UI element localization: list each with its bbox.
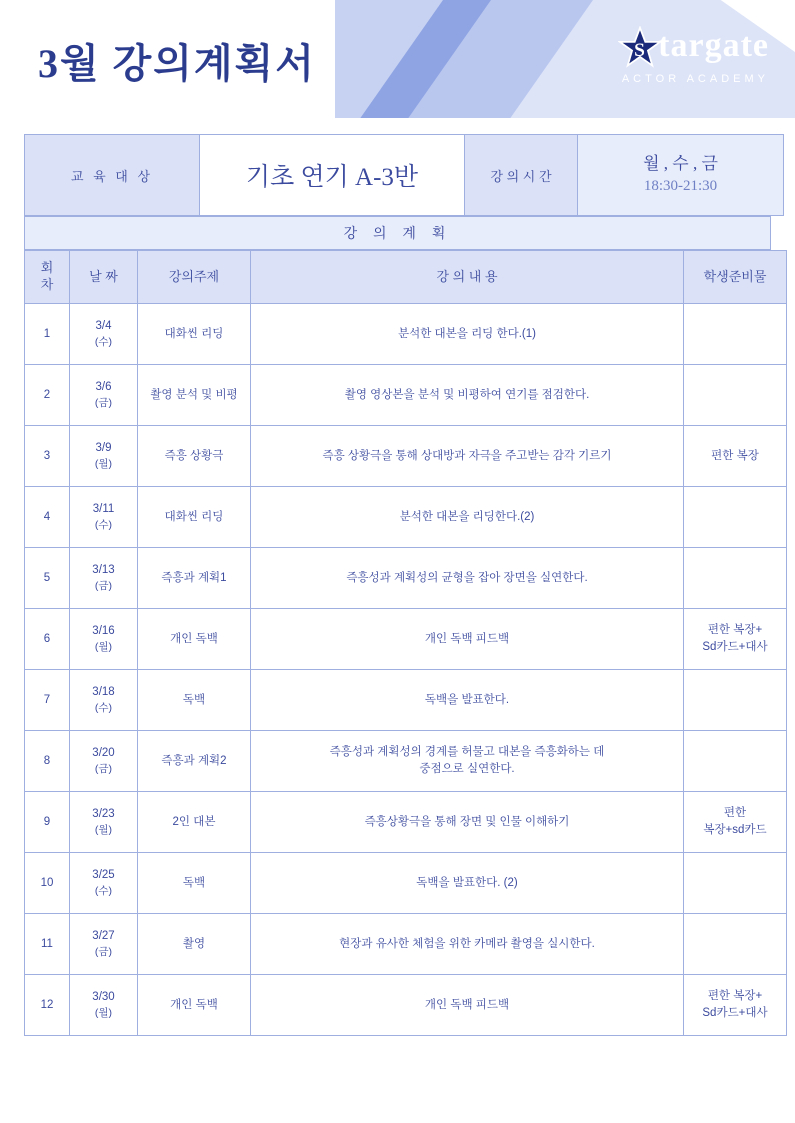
cell-date — [70, 304, 138, 365]
weekday-value: (수) — [94, 884, 113, 897]
date-value: 3/13 — [92, 564, 115, 577]
table-row — [25, 609, 787, 670]
table-row — [25, 365, 787, 426]
table-row — [25, 548, 787, 609]
date-value: 3/6 — [95, 381, 112, 394]
cell-topic: 촬영 분석 및 비평 — [138, 365, 251, 426]
cell-preparation — [684, 487, 787, 548]
weekday-value: (월) — [94, 457, 113, 470]
time-value — [578, 135, 784, 216]
cell-session-no: 1 — [25, 304, 70, 365]
page-title: 3월 강의계획서 — [38, 41, 316, 86]
cell-preparation — [684, 792, 787, 853]
table-row — [25, 426, 787, 487]
cell-session-no: 12 — [25, 975, 70, 1036]
weekday-value: (수) — [94, 518, 113, 531]
date-value: 3/18 — [92, 686, 115, 699]
description-line-1: 개인 독백 피드백 — [424, 998, 510, 1011]
plan-banner-label: 강 의 계 획 — [25, 217, 771, 250]
cell-date — [70, 365, 138, 426]
cell-session-no: 2 — [25, 365, 70, 426]
cell-session-no: 9 — [25, 792, 70, 853]
preparation-line-1: 편한 복장+ — [707, 990, 763, 1003]
column-header-no-line2: 차 — [40, 277, 54, 292]
cell-preparation — [684, 731, 787, 792]
weekday-value: (금) — [94, 579, 113, 592]
preparation-line-1: 편한 복장 — [711, 449, 759, 462]
cell-description — [251, 914, 684, 975]
cell-topic: 즉흥과 계획1 — [138, 548, 251, 609]
table-row — [25, 914, 787, 975]
cell-preparation — [684, 853, 787, 914]
weekday-value: (수) — [94, 335, 113, 348]
weekday-value: (금) — [94, 396, 113, 409]
table-row — [25, 731, 787, 792]
cell-description — [251, 792, 684, 853]
description-line-1: 분석한 대본을 리딩 한다.(1) — [398, 327, 536, 340]
cell-date — [70, 792, 138, 853]
cell-description — [251, 365, 684, 426]
cell-date — [70, 426, 138, 487]
time-days: 월 , 수 , 금 — [643, 153, 718, 173]
cell-description — [251, 548, 684, 609]
column-header-no — [25, 251, 70, 304]
cell-date — [70, 548, 138, 609]
description-line-1: 독백을 발표한다. — [424, 693, 510, 706]
cell-description — [251, 853, 684, 914]
weekday-value: (월) — [94, 823, 113, 836]
cell-session-no: 6 — [25, 609, 70, 670]
date-value: 3/23 — [92, 808, 115, 821]
description-line-1: 현장과 유사한 체험을 위한 카메라 촬영을 실시한다. — [339, 937, 595, 950]
cell-topic: 개인 독백 — [138, 975, 251, 1036]
description-line-1: 즉흥성과 계획성의 경계를 허물고 대본을 즉흥화하는 데 — [329, 746, 605, 759]
description-line-1: 촬영 영상본을 분석 및 비평하여 연기를 점검한다. — [344, 388, 590, 401]
star-icon — [618, 26, 662, 70]
cell-date — [70, 914, 138, 975]
preparation-line-2: 복장+sd카드 — [703, 824, 767, 836]
cell-topic: 독백 — [138, 853, 251, 914]
cell-session-no: 5 — [25, 548, 70, 609]
description-line-1: 즉흥성과 계획성의 균형을 잡아 장면을 실연한다. — [346, 571, 588, 584]
schedule-table — [24, 250, 787, 1036]
document-header — [0, 0, 795, 118]
date-value: 3/25 — [92, 869, 115, 882]
academy-logo — [519, 24, 769, 85]
schedule-table-body — [25, 304, 787, 1036]
course-info-row — [25, 135, 784, 216]
time-range: 18:30-21:30 — [643, 178, 718, 195]
cell-topic: 2인 대본 — [138, 792, 251, 853]
weekday-value: (금) — [94, 762, 113, 775]
class-name-value: 기초 연기 A-3반 — [200, 135, 465, 216]
cell-preparation — [684, 426, 787, 487]
cell-description — [251, 975, 684, 1036]
cell-topic: 즉흥 상황극 — [138, 426, 251, 487]
cell-date — [70, 670, 138, 731]
description-line-1: 즉흥 상황극을 통해 상대방과 자극을 주고받는 감각 기르기 — [322, 449, 612, 462]
cell-date — [70, 853, 138, 914]
table-row — [25, 792, 787, 853]
column-header-description: 강 의 내 용 — [251, 251, 684, 304]
description-line-2: 중점으로 실연한다. — [419, 763, 515, 775]
weekday-value: (수) — [94, 701, 113, 714]
cell-preparation — [684, 609, 787, 670]
preparation-line-2: Sd카드+대사 — [702, 641, 768, 653]
cell-preparation — [684, 548, 787, 609]
cell-topic: 촬영 — [138, 914, 251, 975]
cell-description — [251, 609, 684, 670]
date-value: 3/27 — [92, 930, 115, 943]
cell-session-no: 4 — [25, 487, 70, 548]
cell-date — [70, 731, 138, 792]
date-value: 3/11 — [92, 503, 115, 516]
column-header-topic: 강의주제 — [138, 251, 251, 304]
cell-topic: 독백 — [138, 670, 251, 731]
schedule-header-row — [25, 251, 787, 304]
cell-description — [251, 487, 684, 548]
cell-description — [251, 426, 684, 487]
description-line-1: 즉흥상황극을 통해 장면 및 인물 이해하기 — [364, 815, 570, 828]
cell-session-no: 11 — [25, 914, 70, 975]
cell-preparation — [684, 670, 787, 731]
date-value: 3/4 — [95, 320, 112, 333]
cell-session-no: 10 — [25, 853, 70, 914]
cell-session-no: 8 — [25, 731, 70, 792]
weekday-value: (금) — [94, 945, 113, 958]
column-header-preparation: 학생준비물 — [684, 251, 787, 304]
cell-topic: 즉흥과 계획2 — [138, 731, 251, 792]
cell-session-no: 3 — [25, 426, 70, 487]
weekday-value: (월) — [94, 640, 113, 653]
cell-topic: 대화씬 리딩 — [138, 304, 251, 365]
cell-description — [251, 670, 684, 731]
svg-text:S: S — [634, 39, 646, 61]
preparation-line-1: 편한 복장+ — [707, 624, 763, 637]
time-label: 강 의 시 간 — [465, 135, 578, 216]
description-line-1: 개인 독백 피드백 — [424, 632, 510, 645]
cell-session-no: 7 — [25, 670, 70, 731]
cell-date — [70, 609, 138, 670]
column-header-date: 날 짜 — [70, 251, 138, 304]
date-value: 3/20 — [92, 747, 115, 760]
cell-topic: 대화씬 리딩 — [138, 487, 251, 548]
date-value: 3/9 — [95, 442, 112, 455]
course-info-table — [24, 134, 784, 216]
plan-banner-row — [25, 217, 771, 250]
weekday-value: (월) — [94, 1006, 113, 1019]
cell-preparation — [684, 365, 787, 426]
syllabus-sheet — [24, 134, 771, 1036]
description-line-1: 독백을 발표한다. (2) — [416, 876, 518, 889]
plan-banner-table — [24, 216, 771, 250]
cell-description — [251, 304, 684, 365]
table-row — [25, 304, 787, 365]
column-header-no-line1: 회 — [40, 260, 54, 276]
logo-main-text: targate — [658, 27, 769, 64]
logo-wordmark — [519, 24, 769, 68]
table-row — [25, 670, 787, 731]
schedule-table-head — [25, 251, 787, 304]
cell-description — [251, 731, 684, 792]
cell-date — [70, 975, 138, 1036]
cell-preparation — [684, 304, 787, 365]
description-line-1: 분석한 대본을 리딩한다.(2) — [399, 510, 535, 523]
cell-topic: 개인 독백 — [138, 609, 251, 670]
table-row — [25, 487, 787, 548]
table-row — [25, 853, 787, 914]
date-value: 3/16 — [92, 625, 115, 638]
cell-date — [70, 487, 138, 548]
preparation-line-2: Sd카드+대사 — [702, 1007, 768, 1019]
table-row — [25, 975, 787, 1036]
cell-preparation — [684, 975, 787, 1036]
cell-preparation — [684, 914, 787, 975]
preparation-line-1: 편한 — [723, 807, 747, 820]
target-label: 교 육 대 상 — [25, 135, 200, 216]
date-value: 3/30 — [92, 991, 115, 1004]
logo-subtitle: ACTOR ACADEMY — [621, 73, 769, 85]
